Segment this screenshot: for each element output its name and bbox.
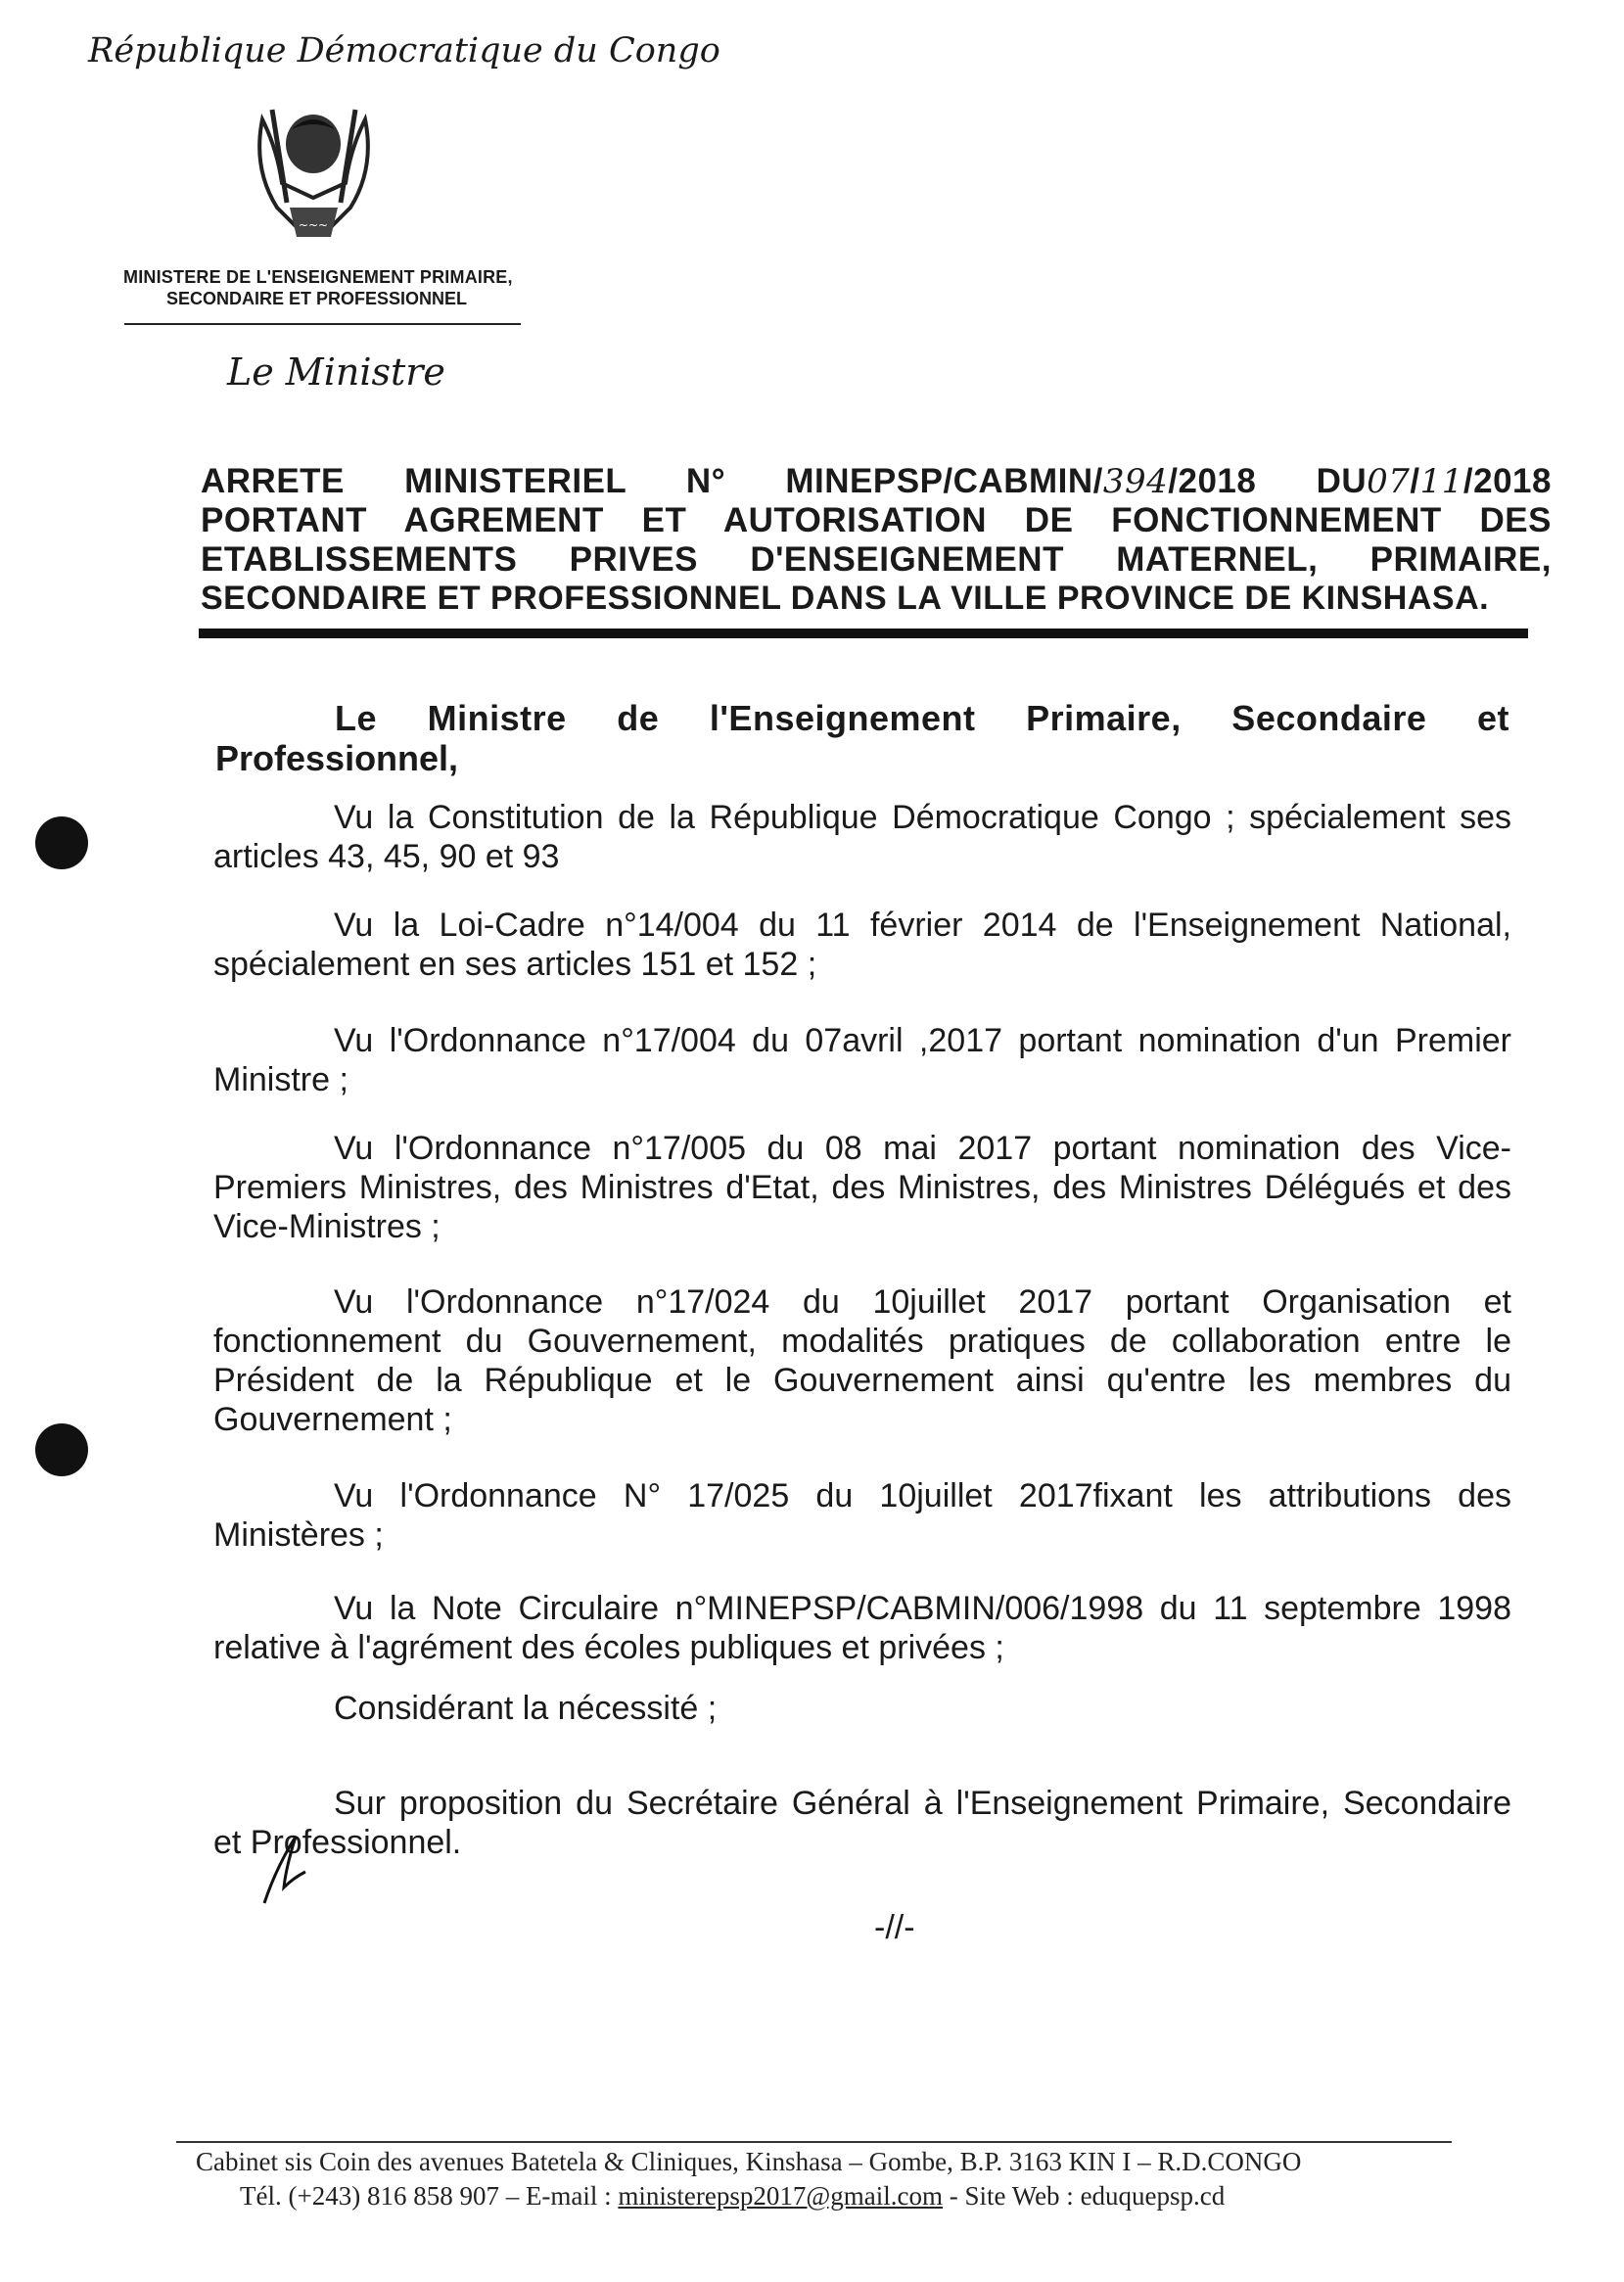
punch-hole-bottom	[35, 1423, 88, 1476]
signatory-heading-line2: Professionnel,	[215, 738, 459, 778]
title-line-4: SECONDAIRE ET PROFESSIONNEL DANS LA VILLE PROVINCE DE KINSHASA.	[201, 580, 1490, 617]
country-name: République Démocratique du Congo	[88, 31, 720, 70]
handwritten-decree-number: 394	[1102, 462, 1169, 501]
paragraph-loi-cadre: Vu la Loi-Cadre n°14/004 du 11 février 2014 de l'Enseignement National, spécialement en ses articles 151 et 152 ;	[213, 907, 1511, 983]
title-line-1: ARRETE MINISTERIEL N° MINEPSP/CABMIN/394/2018 DU07/11/2018	[201, 462, 1552, 501]
title-line-3: ETABLISSEMENTS PRIVES D'ENSEIGNEMENT MATERNEL, PRIMAIRE,	[201, 540, 1552, 579]
footer-address: Cabinet sis Coin des avenues Batetela & Cliniques, Kinshasa – Gombe, B.P. 3163 KIN I – R.D.CONGO	[196, 2147, 1302, 2176]
svg-text:~~~: ~~~	[298, 218, 329, 232]
footer-website-link[interactable]: eduquepsp.cd	[1080, 2181, 1226, 2211]
title-underline	[199, 629, 1528, 638]
handwritten-initial	[256, 1829, 315, 1907]
signatory-heading-line1: Le Ministre de l'Enseignement Primaire, Secondaire et	[335, 698, 1509, 738]
paragraph-ordonnance-17-004: Vu l'Ordonnance n°17/004 du 07avril ,2017 portant nomination d'un Premier Ministre ;	[213, 1022, 1511, 1098]
ministry-name-line2: SECONDAIRE ET PROFESSIONNEL	[166, 289, 468, 308]
paragraph-considerant: Considérant la nécessité ;	[334, 1690, 718, 1727]
paragraph-ordonnance-17-005: Vu l'Ordonnance n°17/005 du 08 mai 2017 portant nomination des Vice-Premiers Ministres, des Ministres d'Etat, des Ministres, des Ministres Délégués et des Vice-Ministres ;	[213, 1130, 1511, 1245]
ministry-name-line1: MINISTERE DE L'ENSEIGNEMENT PRIMAIRE,	[123, 267, 513, 287]
continuation-mark: -//-	[874, 1909, 915, 1946]
punch-hole-top	[35, 816, 88, 869]
office-title: Le Ministre	[227, 350, 445, 394]
handwritten-month: 11	[1419, 462, 1463, 501]
paragraph-note-circulaire: Vu la Note Circulaire n°MINEPSP/CABMIN/006/1998 du 11 septembre 1998 relative à l'agrément des écoles publiques et privées ;	[213, 1590, 1511, 1666]
paragraph-constitution: Vu la Constitution de la République Démocratique Congo ; spécialement ses articles 43, 45, 90 et 93	[213, 799, 1511, 875]
header-divider	[124, 323, 521, 325]
paragraph-ordonnance-17-025: Vu l'Ordonnance N° 17/025 du 10juillet 2017fixant les attributions des Ministères ;	[213, 1477, 1511, 1554]
footer-contact: Tél. (+243) 816 858 907 – E-mail : ministerepsp2017@gmail.com - Site Web : eduquepsp.cd	[240, 2181, 1226, 2211]
handwritten-day: 07	[1367, 462, 1411, 501]
title-line-2: PORTANT AGREMENT ET AUTORISATION DE FONCTIONNEMENT DES	[201, 501, 1552, 539]
footer-rule	[176, 2141, 1452, 2143]
paragraph-sur-proposition: Sur proposition du Secrétaire Général à l'Enseignement Primaire, Secondaire et Professionnel.	[213, 1785, 1511, 1861]
coat-of-arms-emblem	[243, 90, 385, 247]
paragraph-ordonnance-17-024: Vu l'Ordonnance n°17/024 du 10juillet 2017 portant Organisation et fonctionnement du Gouvernement, modalités pratiques de collaboration entre le Président de la République et le Gouvernement ainsi qu'entre les membres du Gouvernement ;	[213, 1283, 1511, 1438]
footer-email-link[interactable]: ministerepsp2017@gmail.com	[618, 2181, 943, 2211]
